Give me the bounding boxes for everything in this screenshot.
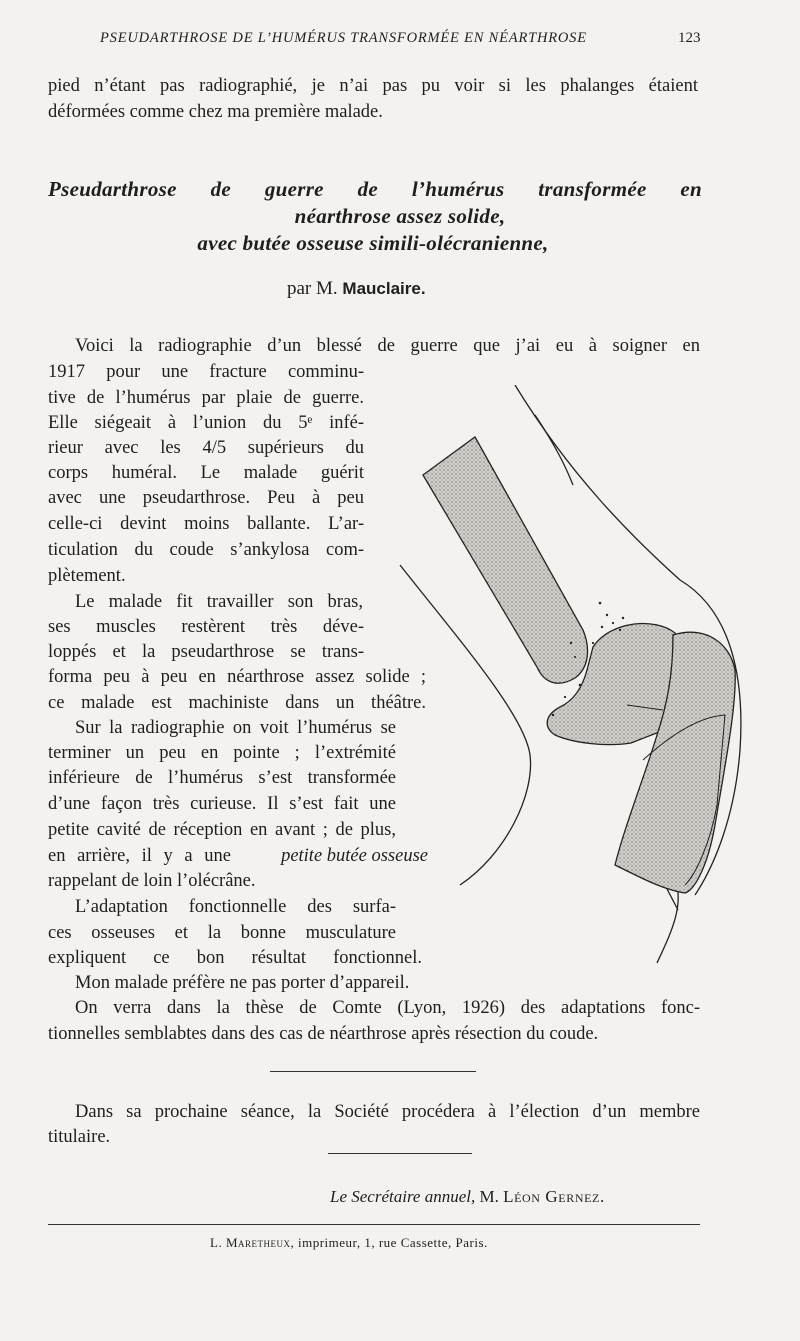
body-col-line-17: inférieure de l’humérus s’est transformée bbox=[48, 768, 396, 788]
body-col-line-4: rieur avec les 4/5 supérieurs du bbox=[48, 438, 364, 458]
body-col-line-2: tive de l’humérus par plaie de guerre. bbox=[48, 388, 364, 408]
article-title-line-2: néarthrose assez solide, bbox=[294, 204, 506, 228]
body-col-line-19: petite cavité de réception en avant ; de plus, bbox=[48, 820, 396, 840]
intro-line-2: déformées comme chez ma première malade. bbox=[48, 102, 383, 122]
body-col-line-20-text: en arrière, il y a une bbox=[48, 846, 231, 866]
elbow-radiograph-drawing bbox=[395, 385, 795, 975]
running-title: PSEUDARTHROSE DE L’HUMÉRUS TRANSFORMÉE EN NÉARTHROSE bbox=[100, 30, 587, 46]
humerus-shape bbox=[423, 437, 588, 683]
body-col-line-11: ses muscles restèrent très déve- bbox=[48, 617, 364, 637]
announcement-line-1: Dans sa prochaine séance, la Société procédera à l’élection d’un membre bbox=[75, 1102, 700, 1122]
signature-prefix: M. bbox=[479, 1187, 499, 1206]
announcement-line-2: titulaire. bbox=[48, 1127, 111, 1147]
body-col-line-1: 1917 pour une fracture comminu- bbox=[48, 362, 364, 382]
body-col-line-5: corps huméral. Le malade guérit bbox=[48, 463, 364, 483]
body-col-line-18: d’une façon très curieuse. Il s’est fait une bbox=[48, 794, 396, 814]
article-title-line-1: Pseudarthrose de guerre de l’humérus transformée en bbox=[48, 177, 702, 201]
article-title-line-3: avec butée osseuse simili-olécranienne, bbox=[197, 231, 549, 255]
footer-imprint bbox=[210, 1235, 488, 1251]
body-col-line-6: avec une pseudarthrose. Peu à peu bbox=[48, 488, 364, 508]
body-col-line-3: Elle siégeait à l’union du 5ᵉ infé- bbox=[48, 413, 364, 433]
body-col-line-14: ce malade est machiniste dans un théâtre. bbox=[48, 693, 426, 713]
printer-address: imprimeur, 1, rue Cassette, Paris. bbox=[298, 1235, 488, 1250]
body-col-line-22: L’adaptation fonctionnelle des surfa- bbox=[75, 897, 396, 917]
body-line-0: Voici la radiographie d’un blessé de guerre que j’ai eu à soigner en bbox=[75, 336, 700, 356]
body-col-line-10: Le malade fit travailler son bras, bbox=[75, 592, 363, 612]
body-col-line-20 bbox=[48, 844, 428, 868]
footer-rule bbox=[48, 1224, 700, 1225]
body-col-line-23: ces osseuses et la bonne musculature bbox=[48, 923, 396, 943]
body-col-line-8: ticulation du coude s’ankylosa com- bbox=[48, 540, 364, 560]
closing-line-1: On verra dans la thèse de Comte (Lyon, 1926) des adaptations fonc- bbox=[75, 998, 700, 1018]
italic-phrase: petite butée osseuse bbox=[281, 846, 428, 866]
body-col-line-7: celle-ci devint moins ballante. L’ar- bbox=[48, 514, 364, 534]
body-col-line-24: expliquent ce bon résultat fonctionnel. bbox=[48, 948, 422, 968]
intro-line-1: pied n’étant pas radiographié, je n’ai pas pu voir si les phalanges étaient bbox=[48, 76, 698, 96]
body-col-line-16: terminer un peu en pointe ; l’extrémité bbox=[48, 743, 396, 763]
body-col-line-15: Sur la radiographie on voit l’humérus se bbox=[75, 718, 396, 738]
byline-prefix: par M. bbox=[287, 278, 338, 299]
signature bbox=[330, 1185, 605, 1209]
separator-rule-2 bbox=[328, 1153, 472, 1154]
signature-name: Léon Gernez. bbox=[503, 1187, 605, 1206]
byline bbox=[287, 277, 426, 301]
body-col-line-13: forma peu à peu en néarthrose assez solide ; bbox=[48, 667, 426, 687]
closing-line-2: tionnelles semblabtes dans des cas de néarthrose après résection du coude. bbox=[48, 1024, 599, 1044]
body-col-line-21: rappelant de loin l’olécrâne. bbox=[48, 871, 256, 891]
page-number: 123 bbox=[678, 30, 701, 46]
author: Mauclaire. bbox=[342, 279, 426, 298]
body-col-line-12: loppés et la pseudarthrose se trans- bbox=[48, 642, 364, 662]
body-col-line-9: plètement. bbox=[48, 566, 126, 586]
printer-name: L. Maretheux, bbox=[210, 1235, 295, 1250]
signature-role: Le Secrétaire annuel, bbox=[330, 1187, 476, 1206]
body-col-line-25: Mon malade préfère ne pas porter d’appareil. bbox=[75, 973, 410, 993]
separator-rule-1 bbox=[270, 1071, 476, 1072]
